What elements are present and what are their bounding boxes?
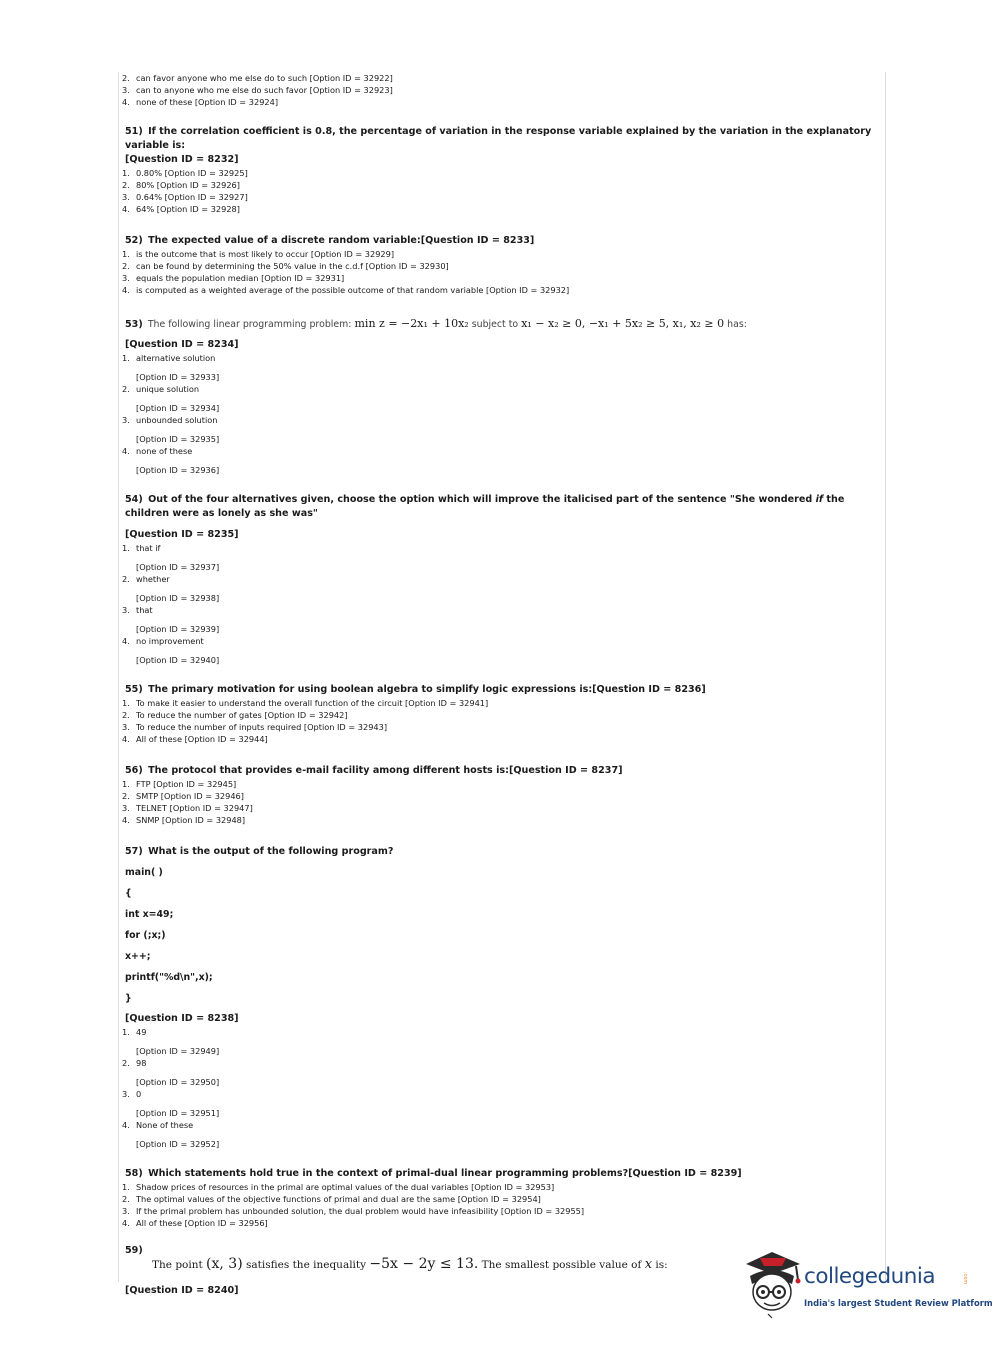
question-52 [122,234,874,296]
question-text: 57) What is the output of the following program? [125,846,394,857]
question-text: The point (x, 3) satisfies the inequality −5x − 2y ≤ 13. The smallest possible value of x is: [152,1256,668,1272]
option-id: [Option ID = 32935] [136,434,220,444]
option: 2. SMTP [Option ID = 32946] [122,791,244,801]
code-block [122,866,874,1006]
option: 2. can be found by determining the 50% value in the c.d.f [Option ID = 32930] [122,261,449,271]
brand-name: collegedunia [804,1264,936,1289]
option: 4. All of these [Option ID = 32944] [122,734,268,744]
option: 4. SNMP [Option ID = 32948] [122,815,246,825]
option: 4. All of these [Option ID = 32956] [122,1218,268,1228]
objective-formula: min z = −2x₁ + 10x₂ [354,317,469,330]
question-id: [Question ID = 8238] [125,1013,239,1024]
inequality-formula: −5x − 2y ≤ 13. [369,1256,479,1272]
option: 2. To reduce the number of gates [Option ID = 32942] [122,710,348,720]
constraint-formula: x₁ − x₂ ≥ 0, −x₁ + 5x₂ ≥ 5, x₁, x₂ ≥ 0 [521,317,725,330]
question-text: 53) The following linear programming problem: min z = −2x₁ + 10x₂ subject to x₁ − x₂ ≥ 0, −x₁ + 5x₂ ≥ 5, x₁, x₂ ≥ 0 has: [125,317,747,330]
question-text: 58) Which statements hold true in the context of primal-dual linear programming problems?[Question ID = 8239] [125,1168,742,1179]
question-51 [122,125,874,215]
option: 2. 98 [122,1058,147,1068]
option-id: [Option ID = 32936] [136,465,220,475]
mascot-icon [742,1250,804,1320]
question-id: [Question ID = 8235] [125,529,239,540]
option: 1. 0.80% [Option ID = 32925] [122,168,248,178]
code-line: x++; [125,951,151,962]
option-id: [Option ID = 32939] [136,624,220,634]
option: 1. alternative solution [122,353,216,363]
question-number: 59) [125,1245,143,1256]
option: 1. is the outcome that is most likely to occur [Option ID = 32929] [122,249,395,259]
question-53 [122,316,874,476]
option: 4. none of these [122,446,193,456]
option: 4. None of these [122,1120,194,1130]
question-56 [122,764,874,826]
option-id: [Option ID = 32940] [136,655,220,665]
question-text: 55) The primary motivation for using boolean algebra to simplify logic expressions is:[Question ID = 8236] [125,684,706,695]
question-57 [122,845,874,1150]
option: 3. unbounded solution [122,415,218,425]
code-line: printf("%d\n",x); [125,972,213,983]
question-text: 54) Out of the four alternatives given, choose the option which will improve the italicised part of the sentence "She wondered if the children were as lonely as she was" [125,494,845,519]
code-line: for (;x;) [125,930,166,941]
question-id: [Question ID = 8232] [125,154,239,165]
option-id: [Option ID = 32949] [136,1046,220,1056]
right-margin-rule [885,72,886,1282]
left-margin-rule [118,72,119,1282]
question-text: 51) If the correlation coefficient is 0.8, the percentage of variation in the response variable explained by the variation in the explanatory variable is: [125,126,872,151]
option: 3. To reduce the number of inputs required [Option ID = 32943] [122,722,388,732]
option: 3. 0 [122,1089,142,1099]
question-text: 52) The expected value of a discrete random variable:[Question ID = 8233] [125,235,535,246]
option: 1. To make it easier to understand the overall function of the circuit [Option ID = 32941] [122,698,489,708]
code-line: main( ) [125,867,163,878]
option: 4. 64% [Option ID = 32928] [122,204,240,214]
option-id: [Option ID = 32934] [136,403,220,413]
code-line: int x=49; [125,909,174,920]
option: 2. can favor anyone who me else do to such [Option ID = 32922] [122,73,393,83]
option: 4. no improvement [122,636,204,646]
option-id: [Option ID = 32933] [136,372,220,382]
carryover-options [122,72,874,108]
collegedunia-logo [742,1250,993,1320]
code-line: } [125,993,132,1004]
question-text: 56) The protocol that provides e-mail facility among different hosts is:[Question ID = 8237] [125,765,623,776]
variable-x: x [644,1257,653,1272]
option: 3. can to anyone who me else do such favor [Option ID = 32923] [122,85,393,95]
option: 3. 0.64% [Option ID = 32927] [122,192,248,202]
option: 1. Shadow prices of resources in the primal are optimal values of the dual variables [Option ID = 32953] [122,1182,555,1192]
option-id: [Option ID = 32950] [136,1077,220,1087]
option: 1. FTP [Option ID = 32945] [122,779,237,789]
option: 3. TELNET [Option ID = 32947] [122,803,253,813]
option: 4. is computed as a weighted average of the possible outcome of that random variable [Option ID = 32932] [122,285,570,295]
question-paper [122,72,874,1298]
question-55 [122,683,874,745]
question-54 [122,493,874,666]
option: 4. none of these [Option ID = 32924] [122,97,279,107]
point-formula: (x, 3) [206,1256,243,1272]
option: 3. equals the population median [Option ID = 32931] [122,273,345,283]
brand-suffix: .com [962,1272,968,1285]
option: 3. that [122,605,153,615]
brand-tagline: India's largest Student Review Platform [804,1298,993,1308]
question-58 [122,1167,874,1229]
option: 1. that if [122,543,161,553]
option-id: [Option ID = 32951] [136,1108,220,1118]
option-id: [Option ID = 32938] [136,593,220,603]
option: 2. unique solution [122,384,200,394]
option-id: [Option ID = 32952] [136,1139,220,1149]
option: 1. 49 [122,1027,147,1037]
option: 3. If the primal problem has unbounded solution, the dual problem would have infeasibility [Option ID = 32955] [122,1206,585,1216]
option: 2. The optimal values of the objective functions of primal and dual are the same [Option ID = 32954] [122,1194,541,1204]
question-id: [Question ID = 8234] [125,339,239,350]
code-line: { [125,888,132,899]
option: 2. 80% [Option ID = 32926] [122,180,240,190]
option-id: [Option ID = 32937] [136,562,220,572]
option: 2. whether [122,574,170,584]
question-id: [Question ID = 8240] [125,1285,239,1296]
